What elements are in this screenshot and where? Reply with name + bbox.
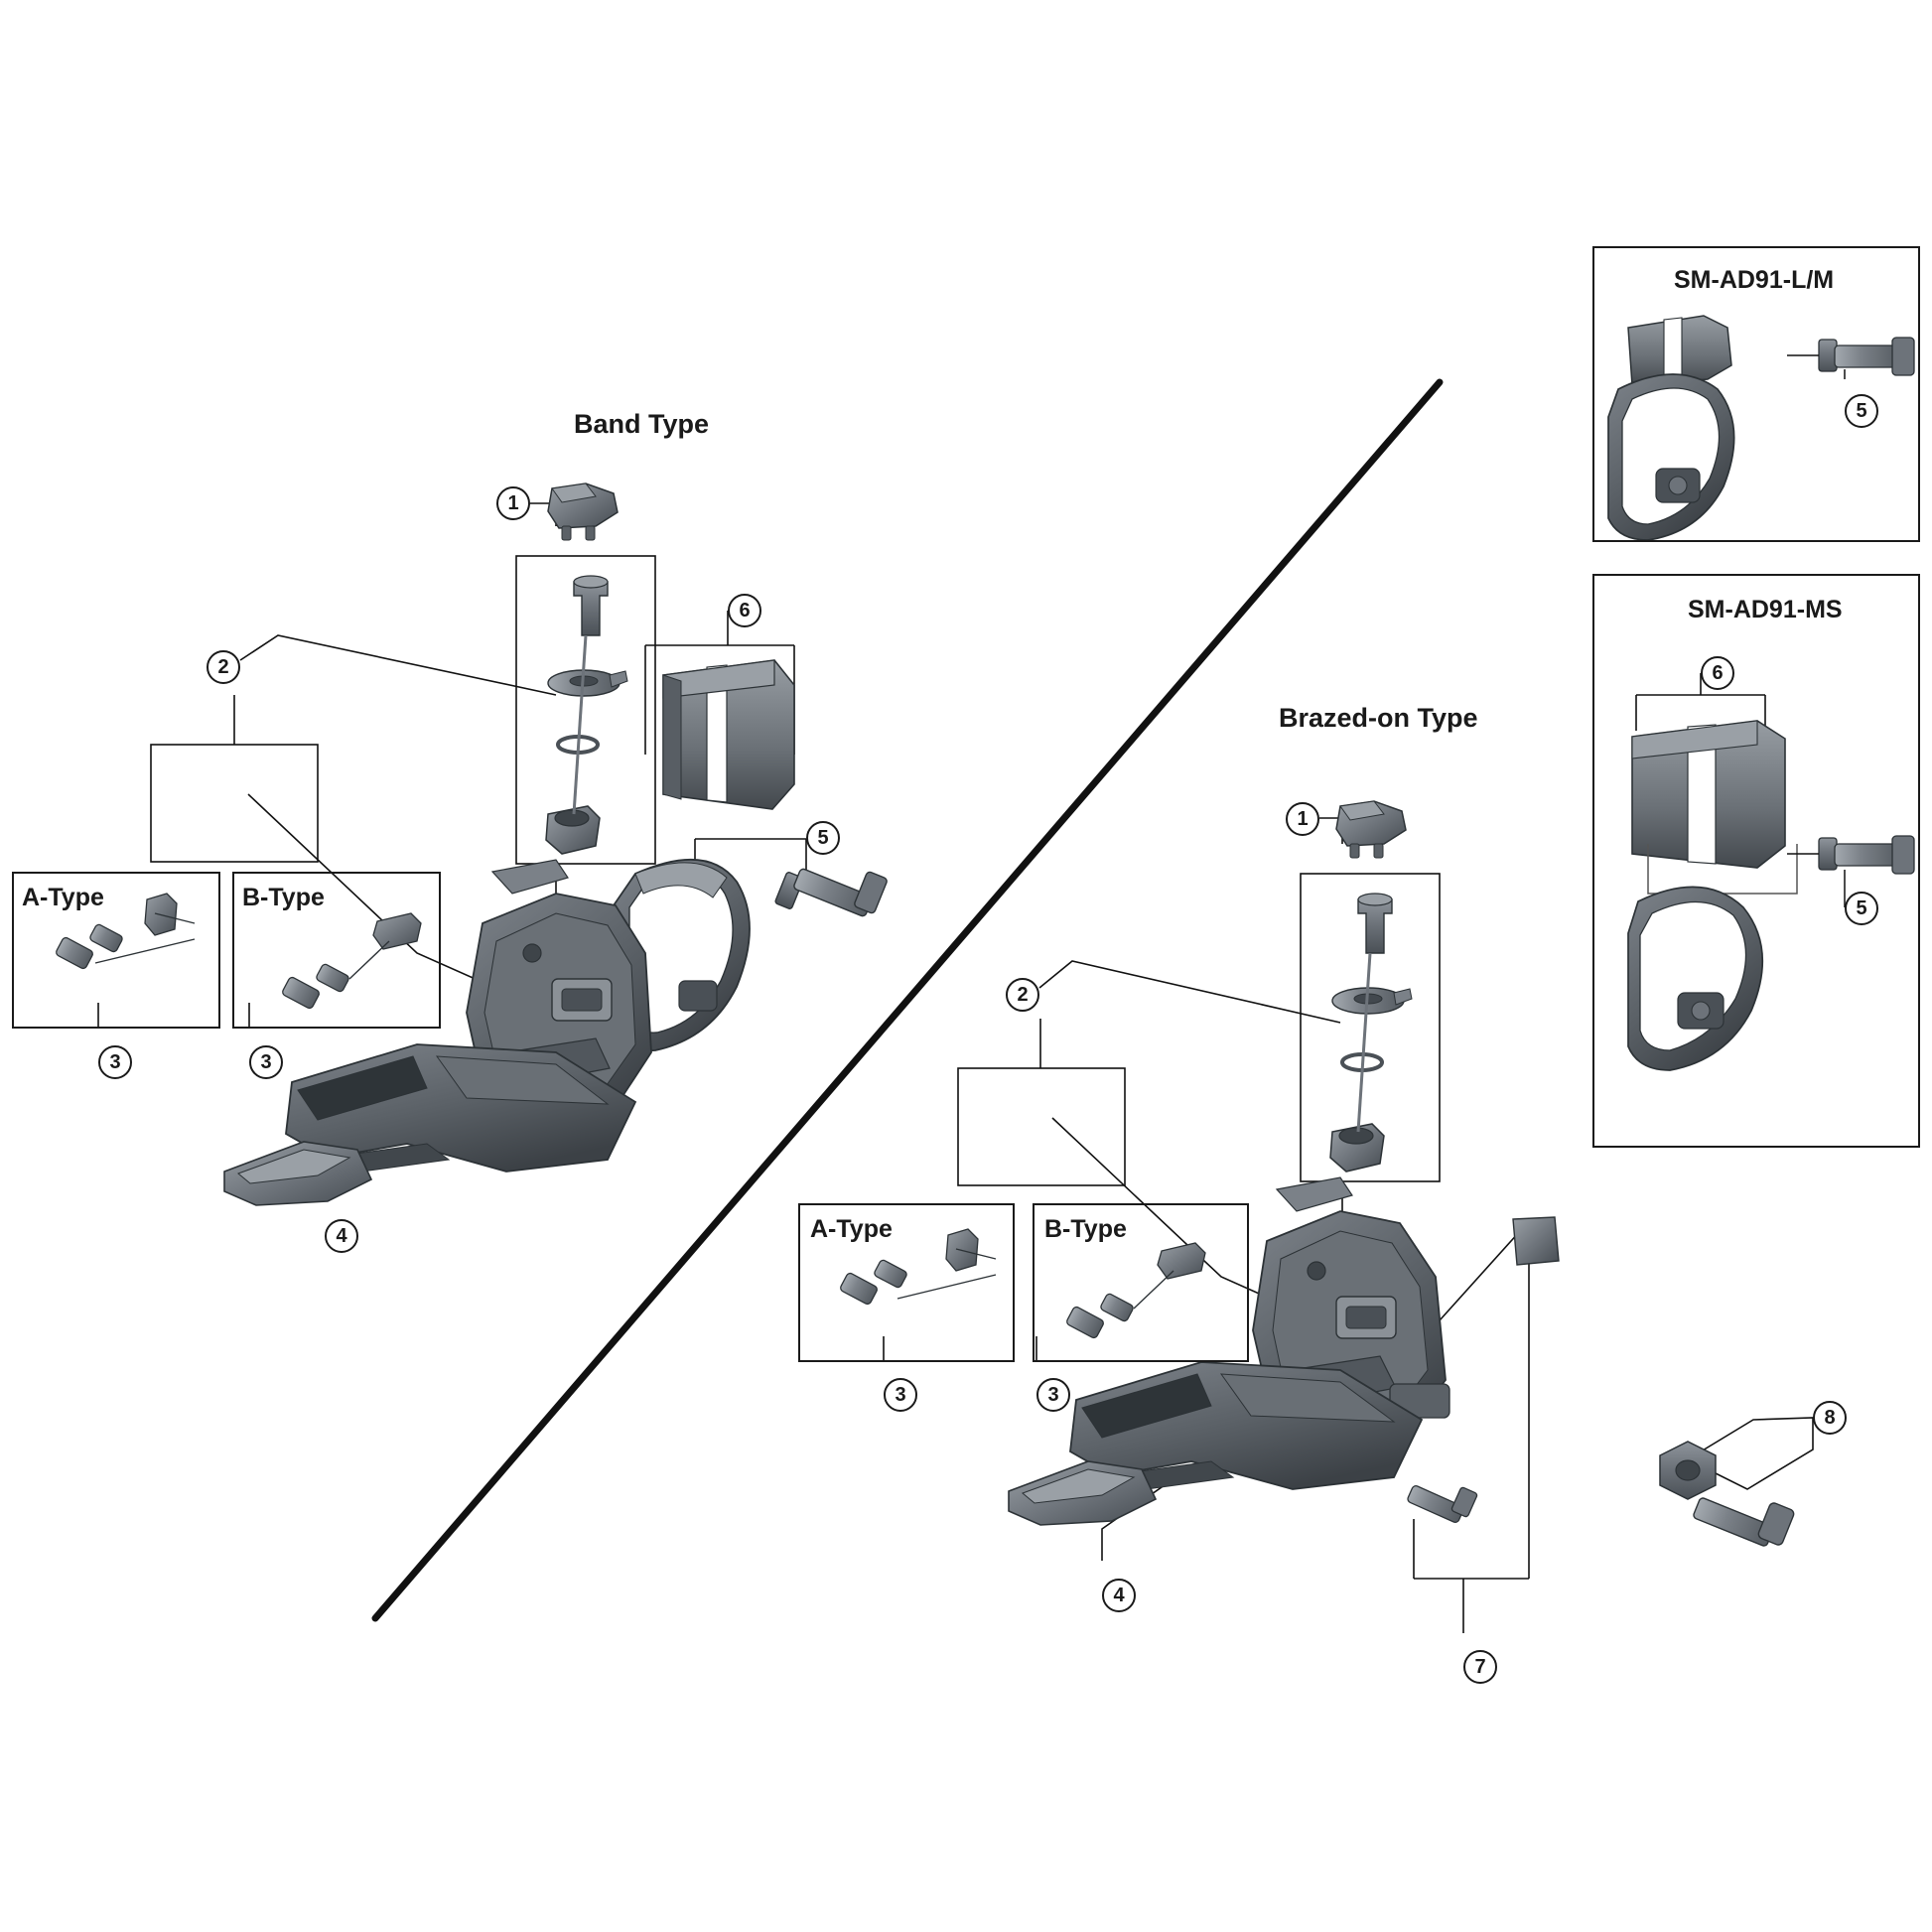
callout-brazed-3a: 3 [884,1378,917,1412]
brazed-on-type-title: Brazed-on Type [1279,703,1478,733]
callout-adapter-5-lm: 5 [1845,394,1878,428]
callout-brazed-3b: 3 [1036,1378,1070,1412]
band-type-title: Band Type [574,409,710,439]
b-type-label-brazed: B-Type [1044,1215,1127,1243]
sm-ad91-ms-label: SM-AD91-MS [1688,596,1843,623]
callout-band-2: 2 [207,650,240,684]
callout-brazed-2: 2 [1006,978,1039,1012]
callout-adapter-6-ms: 6 [1701,656,1734,690]
callout-brazed-4: 4 [1102,1579,1136,1612]
b-type-label-band: B-Type [242,884,325,911]
callout-band-3b: 3 [249,1045,283,1079]
a-type-label-brazed: A-Type [810,1215,893,1243]
callout-brazed-8: 8 [1813,1401,1847,1435]
callout-band-1: 1 [496,486,530,520]
callout-brazed-1: 1 [1286,802,1319,836]
sm-ad91-ms-box [1592,574,1920,1148]
callout-brazed-7: 7 [1463,1650,1497,1684]
callout-band-3a: 3 [98,1045,132,1079]
callout-adapter-5-ms: 5 [1845,892,1878,925]
callout-band-6: 6 [728,594,761,627]
callout-band-5: 5 [806,821,840,855]
callout-band-4: 4 [325,1219,358,1253]
a-type-label-band: A-Type [22,884,104,911]
sm-ad91-lm-label: SM-AD91-L/M [1674,266,1835,294]
